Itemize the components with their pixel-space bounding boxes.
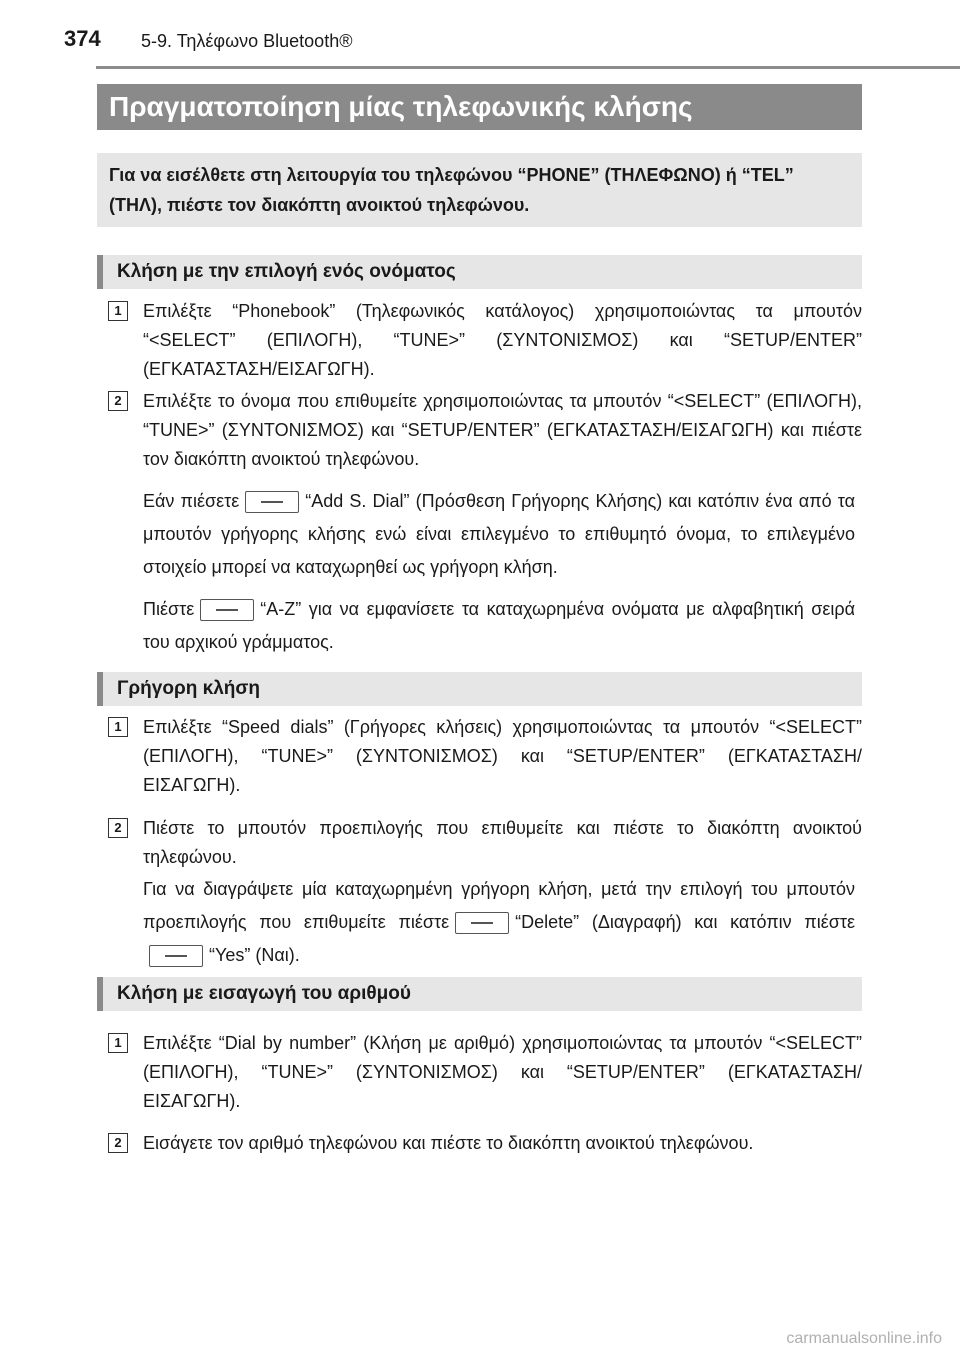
- note-a-z: [143, 593, 855, 659]
- page-header: [0, 0, 960, 68]
- section-heading-speed-dial: Γρήγορη κλήση: [97, 672, 862, 706]
- note-add-speed-dial: [143, 485, 855, 584]
- step-item: [108, 1129, 862, 1158]
- step-number-badge: 1: [108, 301, 128, 321]
- watermark: carmanualsonline.info: [786, 1330, 942, 1347]
- step-text: Εισάγετε τον αριθμό τηλεφώνου και πιέστε το διακόπτη ανοικτού τηλεφώνου.: [143, 1133, 754, 1153]
- note-text: Πιέστε: [143, 599, 195, 619]
- step-number-badge: 1: [108, 1033, 128, 1053]
- step-text: Επιλέξτε “Phonebook” (Τηλεφωνικός κατάλογος) χρησιμοποιώντας τα μπουτόν “<SELECT” (ΕΠΙΛΟΓΗ), “TUNE>” (ΣΥΝΤΟΝΙΣΜΟΣ) και “SETUP/ENTER” (ΕΓΚΑΤΑΣΤΑΣΗ/ΕΙΣΑΓΩΓΗ).: [143, 301, 862, 379]
- step-number-badge: 2: [108, 818, 128, 838]
- step-number-badge: 2: [108, 1133, 128, 1153]
- step-text: Επιλέξτε “Speed dials” (Γρήγορες κλήσεις) χρησιμοποιώντας τα μπουτόν “<SELECT” (ΕΠΙΛΟΓΗ), “TUNE>” (ΣΥΝΤΟΝΙΣΜΟΣ) και “SETUP/ENTER” (ΕΓΚΑΤΑΣΤΑΣΗ/ΕΙΣΑΓΩΓΗ).: [143, 717, 862, 795]
- note-text: “Add S. Dial” (Πρόσθεση Γρήγορης Κλήσης) και κατόπιν ένα από τα μπουτόν γρήγορης κλήσης ενώ είναι επιλεγμένο το επιθυμητό όνομα, το επιλεγμένο στοιχείο μπορεί να καταχωρηθεί ως γρήγορη κλήση.: [143, 491, 856, 577]
- note-text: Για να διαγράψετε μία καταχωρημένη γρήγορη κλήση, μετά την επιλογή του μπουτόν προεπιλογής που επιθυμείτε πιέστε: [143, 879, 855, 932]
- section-heading-dial-number: Κλήση με εισαγωγή του αριθμού: [97, 977, 862, 1011]
- note-text: “Yes” (Ναι).: [209, 945, 300, 965]
- step-item: [108, 1029, 862, 1116]
- note-text: “A-Z” για να εμφανίσετε τα καταχωρημένα ονόματα με αλφαβητική σειρά του αρχικού γράμματος.: [143, 599, 855, 652]
- header-rule: [96, 66, 960, 69]
- step-number-badge: 1: [108, 717, 128, 737]
- page-title: Πραγματοποίηση μίας τηλεφωνικής κλήσης: [97, 84, 862, 130]
- screen-button-icon: [200, 599, 254, 621]
- step-item: [108, 387, 862, 474]
- page-number: 374: [64, 26, 101, 51]
- intro-box: Για να εισέλθετε στη λειτουργία του τηλεφώνου “PHONE” (ΤΗΛΕΦΩΝΟ) ή “TEL” (ΤΗΛ), πιέστε τον διακόπτη ανοικτού τηλεφώνου.: [97, 153, 862, 227]
- note-delete-speed-dial: [143, 873, 855, 972]
- step-item: [108, 297, 862, 384]
- step-number-badge: 2: [108, 391, 128, 411]
- step-text: Επιλέξτε το όνομα που επιθυμείτε χρησιμοποιώντας τα μπουτόν “<SELECT” (ΕΠΙΛΟΓΗ), “TUNE>” (ΣΥΝΤΟΝΙΣΜΟΣ) και “SETUP/ENTER” (ΕΓΚΑΤΑΣΤΑΣΗ/ΕΙΣΑΓΩΓΗ) και πιέστε τον διακόπτη ανοικτού τηλεφώνου.: [143, 391, 862, 469]
- section-label: 5-9. Τηλέφωνο Bluetooth®: [141, 31, 353, 51]
- note-text: “Delete” (Διαγραφή) και κατόπιν πιέστε: [515, 912, 855, 932]
- screen-button-icon: [245, 491, 299, 513]
- section-heading-name-call: Κλήση με την επιλογή ενός ονόματος: [97, 255, 862, 289]
- step-item: [108, 814, 862, 872]
- step-text: Πιέστε το μπουτόν προεπιλογής που επιθυμείτε και πιέστε το διακόπτη ανοικτού τηλεφώνου.: [143, 818, 862, 867]
- screen-button-icon: [149, 945, 203, 967]
- screen-button-icon: [455, 912, 509, 934]
- step-item: [108, 713, 862, 800]
- note-text: Εάν πιέσετε: [143, 491, 240, 511]
- step-text: Επιλέξτε “Dial by number” (Κλήση με αριθμό) χρησιμοποιώντας τα μπουτόν “<SELECT” (ΕΠΙΛΟΓΗ), “TUNE>” (ΣΥΝΤΟΝΙΣΜΟΣ) και “SETUP/ENTER” (ΕΓΚΑΤΑΣΤΑΣΗ/ΕΙΣΑΓΩΓΗ).: [143, 1033, 862, 1111]
